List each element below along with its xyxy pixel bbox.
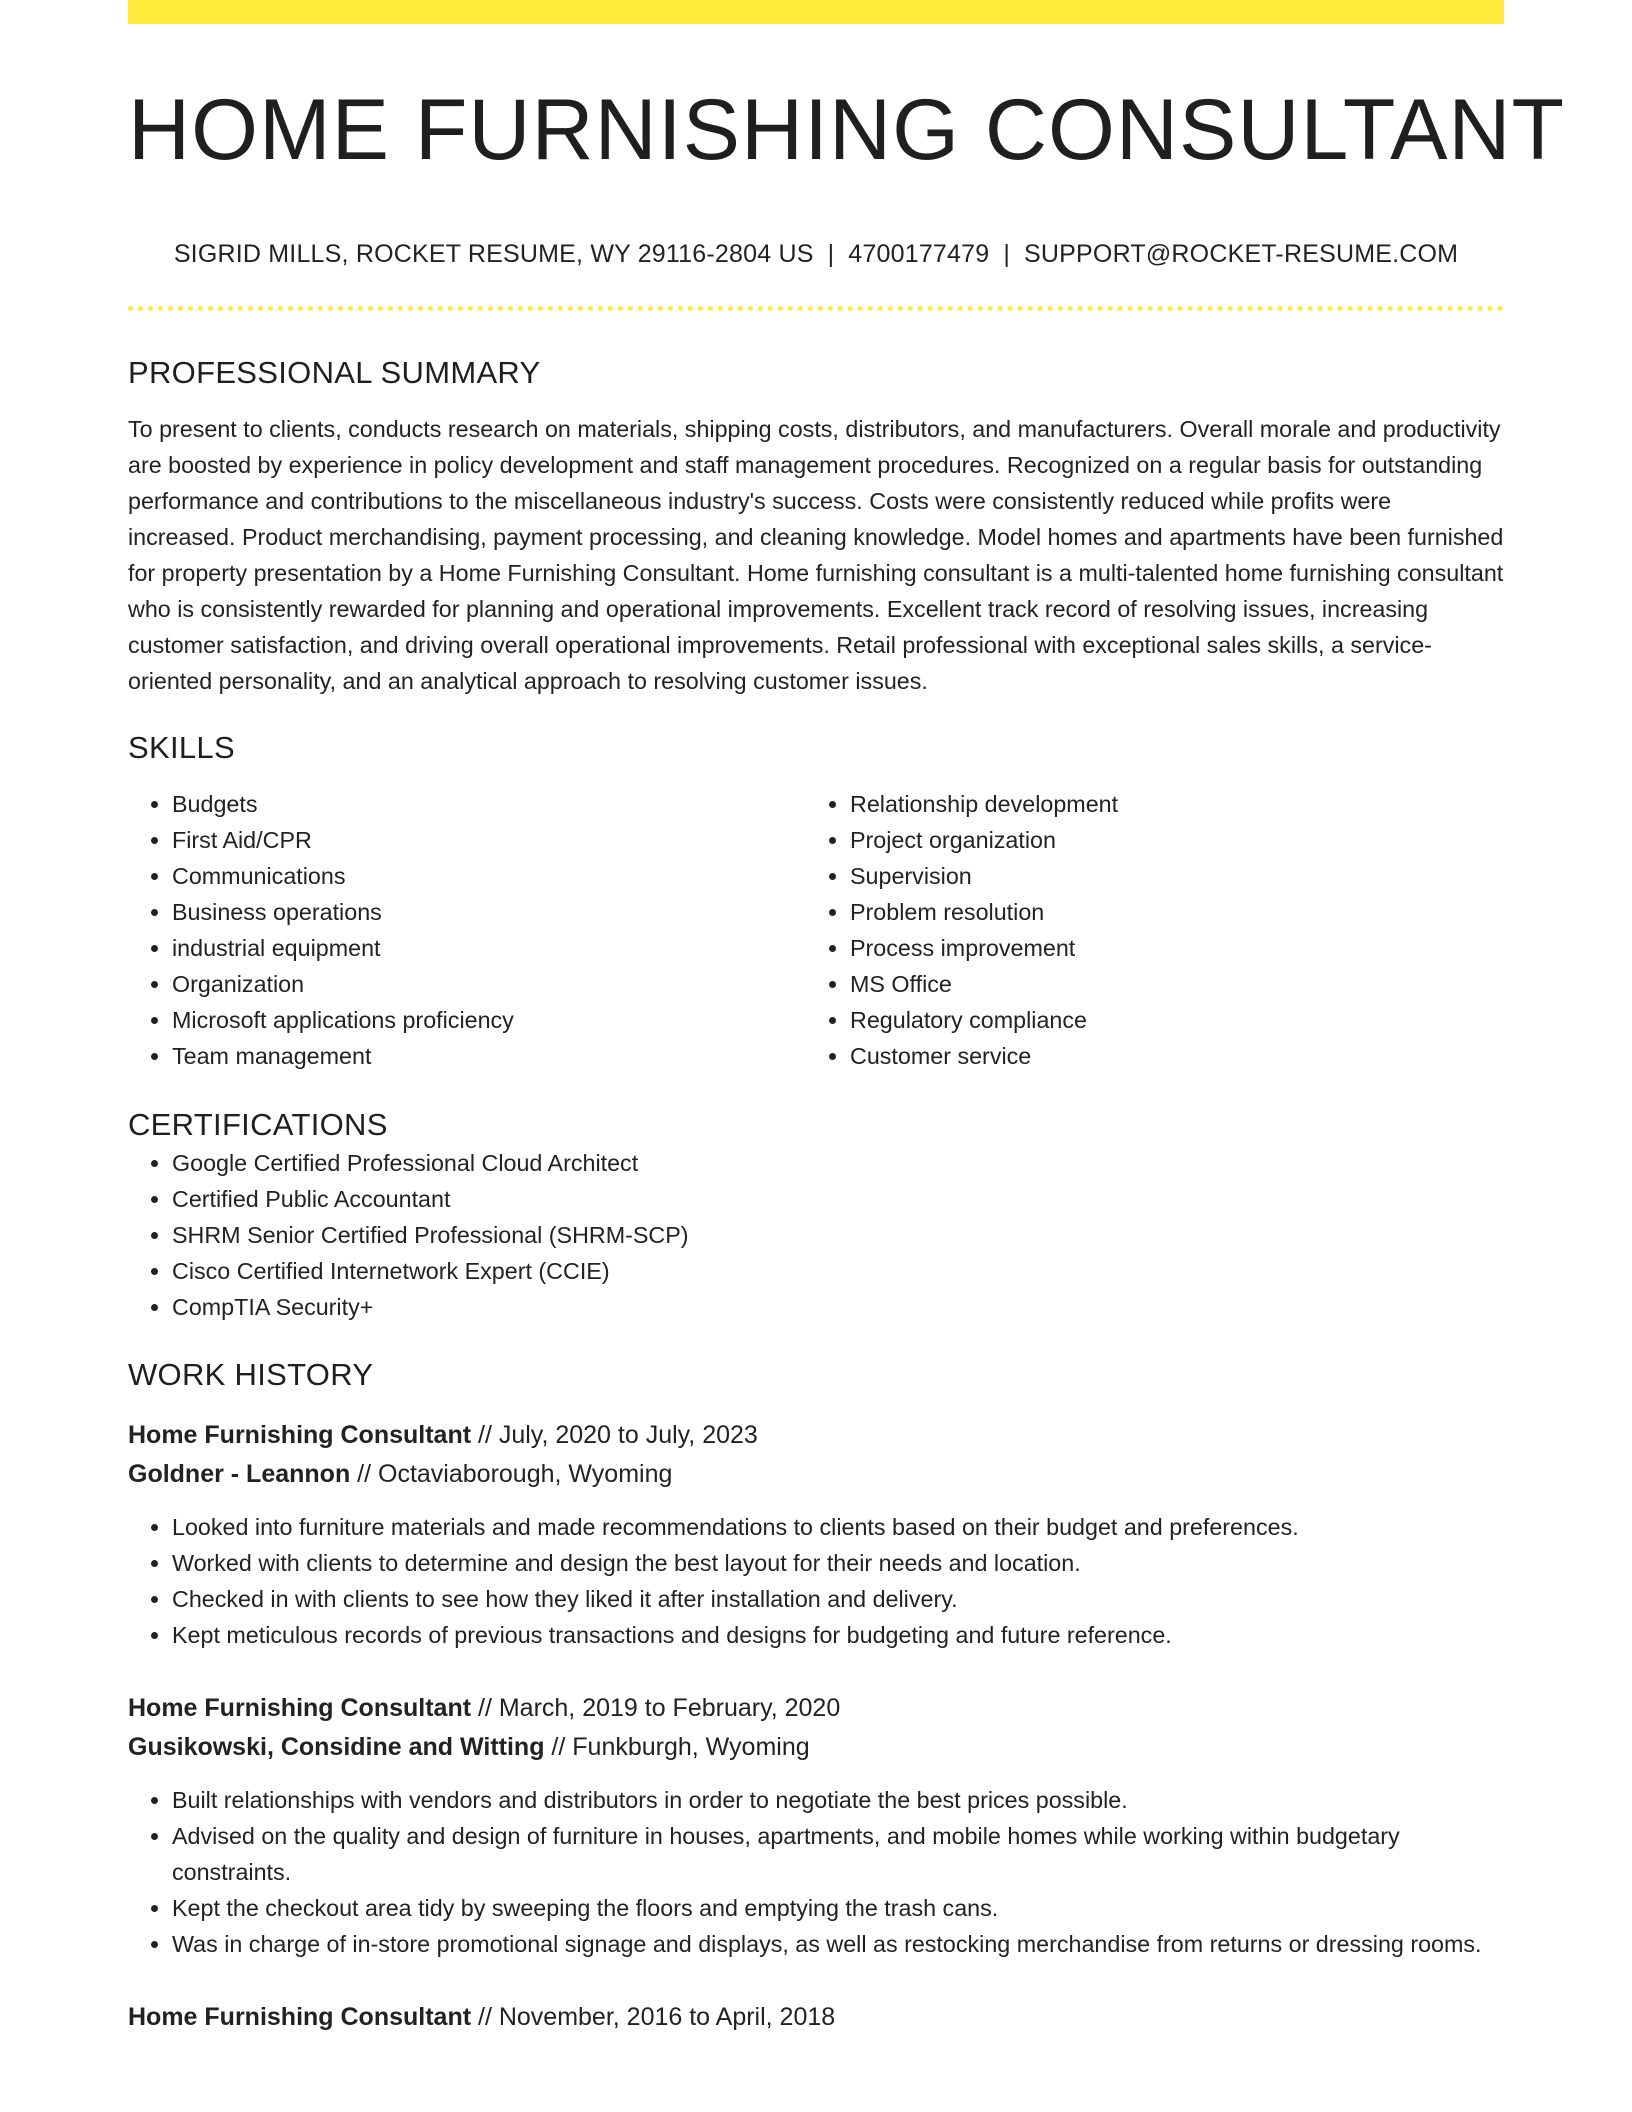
skill-item: • First Aid/CPR	[172, 822, 806, 858]
page-title: HOME FURNISHING CONSULTANT	[128, 82, 1566, 178]
certification-item: • SHRM Senior Certified Professional (SHRM-SCP)	[172, 1217, 1504, 1253]
skill-item: • Budgets	[172, 786, 806, 822]
job-dates: November, 2016 to April, 2018	[498, 2003, 836, 2031]
job-company-line	[128, 1455, 1504, 1494]
job-duty: • Worked with clients to determine and design the best layout for their needs and location.	[172, 1545, 1504, 1581]
skill-item: • Communications	[172, 858, 806, 894]
job-entry	[128, 1416, 1504, 1653]
job-entry	[128, 1998, 1504, 2037]
job-title: Home Furnishing Consultant	[128, 2003, 472, 2031]
job-duty: • Checked in with clients to see how they liked it after installation and delivery.	[172, 1581, 1504, 1617]
job-title-line	[128, 1416, 1504, 1455]
contact-line	[128, 239, 1504, 269]
job-location: Funkburgh, Wyoming	[572, 1733, 810, 1761]
summary-text: To present to clients, conducts research on materials, shipping costs, distributors, and manufacturers. Overall morale and productivity are boosted by experience in policy development and staff management procedures. Recognized on a regular basis for outstanding performance and contributions to the miscellaneous industry's success. Costs were consistently reduced while profits were increased. Product merchandising, payment processing, and cleaning knowledge. Model homes and apartments have been furnished for property presentation by a Home Furnishing Consultant. Home furnishing consultant is a multi-talented home furnishing consultant who is consistently rewarded for planning and operational improvements. Excellent track record of resolving issues, increasing customer satisfaction, and driving overall operational improvements. Retail professional with exceptional sales skills, a service-oriented personality, and an analytical approach to resolving customer issues.	[128, 416, 1504, 694]
skill-item: • Project organization	[850, 822, 1484, 858]
skill-item: • Customer service	[850, 1038, 1484, 1074]
job-separator: //	[544, 1733, 573, 1761]
certification-item: • Google Certified Professional Cloud Architect	[172, 1145, 1504, 1181]
job-entry	[128, 1689, 1504, 1962]
skill-item: • Relationship development	[850, 786, 1484, 822]
job-title: Home Furnishing Consultant	[128, 1694, 472, 1722]
job-company: Goldner - Leannon	[128, 1460, 351, 1488]
work-history-heading: WORK HISTORY	[128, 1357, 374, 1392]
skills-list-left	[128, 786, 806, 1074]
skills-column-left	[128, 786, 806, 1074]
skill-item: • Problem resolution	[850, 894, 1484, 930]
job-duty: • Advised on the quality and design of furniture in houses, apartments, and mobile homes while working within budgetary constraints.	[172, 1818, 1504, 1890]
skill-item: • Organization	[172, 966, 806, 1002]
job-duties	[128, 1509, 1504, 1653]
resume-page	[128, 0, 1566, 2037]
top-accent-bar	[128, 0, 1504, 24]
job-dates: March, 2019 to February, 2020	[498, 1694, 841, 1722]
certifications-list	[128, 1145, 1504, 1325]
certification-item: • CompTIA Security+	[172, 1289, 1504, 1325]
skill-item: • industrial equipment	[172, 930, 806, 966]
certification-item: • Cisco Certified Internetwork Expert (CCIE)	[172, 1253, 1504, 1289]
contact-separator: |	[1003, 240, 1011, 268]
job-duty: • Kept the checkout area tidy by sweeping the floors and emptying the trash cans.	[172, 1890, 1504, 1926]
skill-item: • Regulatory compliance	[850, 1002, 1484, 1038]
job-separator: //	[471, 2003, 499, 2031]
skill-item: • Team management	[172, 1038, 806, 1074]
skills-column-right	[806, 786, 1484, 1074]
job-duty: • Looked into furniture materials and made recommendations to clients based on their budget and preferences.	[172, 1509, 1504, 1545]
job-dates: July, 2020 to July, 2023	[498, 1421, 758, 1449]
skill-item: • Business operations	[172, 894, 806, 930]
skill-item: • MS Office	[850, 966, 1484, 1002]
skills-heading: SKILLS	[128, 730, 235, 765]
job-duty: • Kept meticulous records of previous transactions and designs for budgeting and future reference.	[172, 1617, 1504, 1653]
job-separator: //	[471, 1421, 499, 1449]
contact-separator: |	[827, 240, 835, 268]
skills-grid	[128, 786, 1504, 1074]
job-company-line	[128, 1728, 1504, 1767]
job-title-line	[128, 1689, 1504, 1728]
job-duties	[128, 1782, 1504, 1962]
job-title-line	[128, 1998, 1504, 2037]
skill-item: • Microsoft applications proficiency	[172, 1002, 806, 1038]
skill-item: • Supervision	[850, 858, 1484, 894]
job-location: Octaviaborough, Wyoming	[378, 1460, 673, 1488]
contact-email: SUPPORT@ROCKET-RESUME.COM	[1024, 240, 1459, 268]
job-company: Gusikowski, Considine and Witting	[128, 1733, 545, 1761]
skills-list-right	[806, 786, 1484, 1074]
job-duty: • Built relationships with vendors and distributors in order to negotiate the best prices possible.	[172, 1782, 1504, 1818]
contact-phone: 4700177479	[848, 240, 990, 268]
certifications-heading: CERTIFICATIONS	[128, 1107, 388, 1142]
summary-heading: PROFESSIONAL SUMMARY	[128, 355, 541, 390]
job-separator: //	[471, 1694, 499, 1722]
job-duty: • Was in charge of in-store promotional signage and displays, as well as restocking merchandise from returns or dressing rooms.	[172, 1926, 1504, 1962]
contact-address: SIGRID MILLS, ROCKET RESUME, WY 29116-2804 US	[173, 240, 814, 268]
job-separator: //	[350, 1460, 379, 1488]
certification-item: • Certified Public Accountant	[172, 1181, 1504, 1217]
skill-item: • Process improvement	[850, 930, 1484, 966]
dotted-divider	[128, 306, 1504, 311]
job-title: Home Furnishing Consultant	[128, 1421, 472, 1449]
